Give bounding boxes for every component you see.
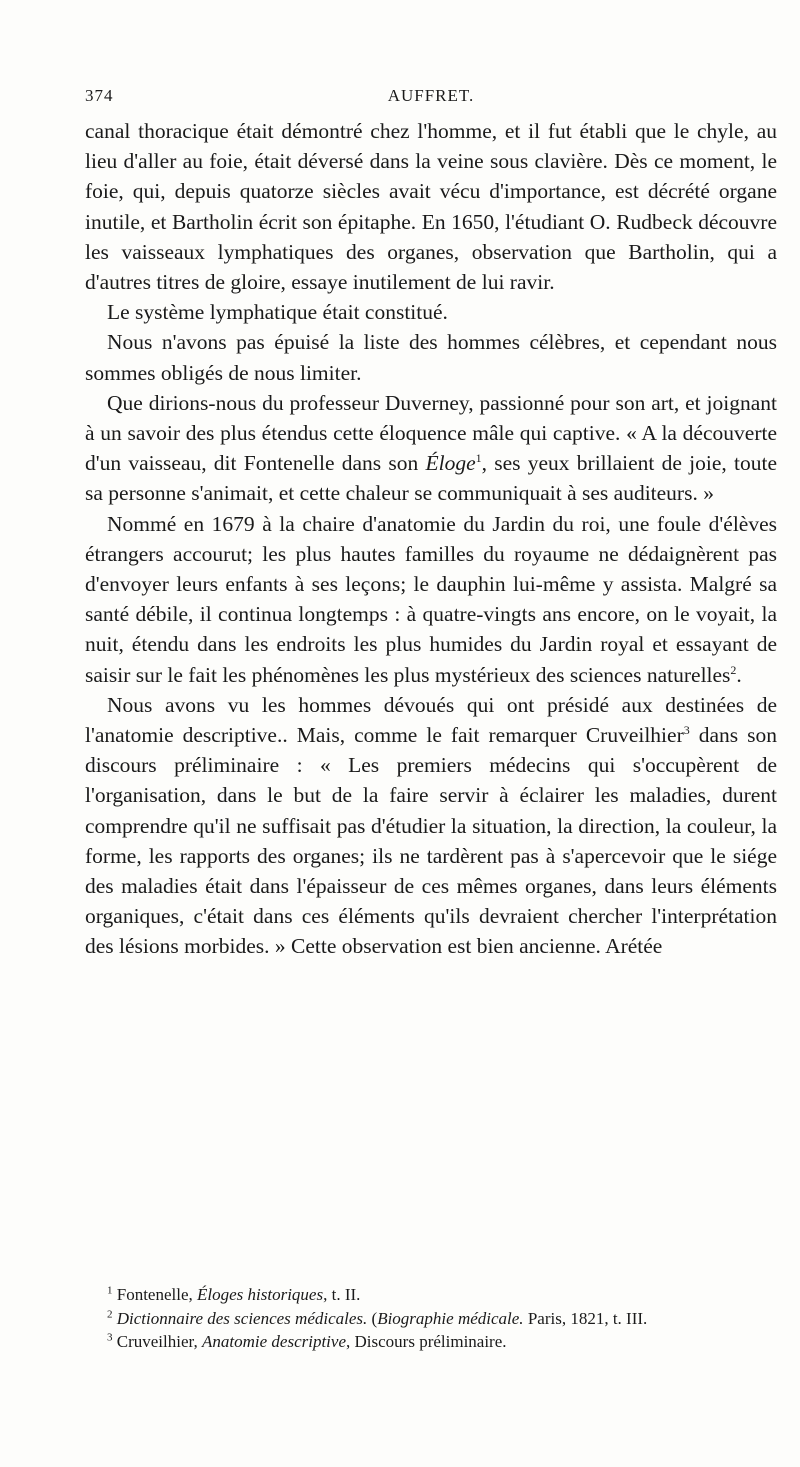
paragraph-3-text: Nous n'avons pas épuisé la liste des hommes célèbres, et cependant nous sommes obligés de nous limiter. <box>85 330 777 385</box>
footnote-title: Éloges historiques <box>197 1285 324 1304</box>
footnote-mark: 3 <box>107 1331 113 1344</box>
page-number: 374 <box>85 86 114 105</box>
paragraph-1-text: canal thoracique était démontré chez l'homme, et il fut établi que le chyle, au lieu d'aller au foie, était déversé dans la veine sous clavière. Dès ce moment, le foie, qui, depuis quatorze siècles avait vécu d'importance, est décrété organe inutile, et Bartholin écrit son épitaphe. En 1650, l'étudiant O. Rudbeck découvre les vaisseaux lymphatiques des organes, observation que Bartholin, qui a d'autres titres de gloire, essaye inutilement de lui ravir. <box>85 119 777 295</box>
footnote-title-2: Biographie médicale. <box>377 1308 524 1328</box>
running-head: AUFFRET. <box>387 86 475 105</box>
footnote-2 <box>85 1307 777 1331</box>
paragraph-4-text-b: , ses yeux brillaient de joie, toute sa personne s'animait, et cette chaleur se communiquait à ses auditeurs. » <box>85 451 777 506</box>
paragraph-6 <box>85 690 777 962</box>
paragraph-1 <box>85 116 777 297</box>
eloge-title: Éloge <box>425 451 476 476</box>
footnote-rest: , t. II. <box>323 1285 361 1304</box>
footnote-author: Cruveilhier, <box>116 1332 202 1351</box>
footnote-mark: 2 <box>107 1307 113 1320</box>
paragraph-5-text-b: . <box>736 662 742 687</box>
paragraph-5 <box>85 509 777 690</box>
footnote-1 <box>85 1283 777 1307</box>
paragraph-4-text-a: Que dirions-nous du professeur Duverney, passionné pour son art, et joignant à un savoir des plus étendus cette éloquence mâle qui captive. « A la découverte d'un vaisseau, dit Fontenelle dans son <box>85 390 777 476</box>
footnote-mark: 1 <box>107 1284 113 1297</box>
page-header <box>85 86 777 110</box>
paragraph-2-text: Le système lymphatique était constitué. <box>107 300 448 325</box>
paragraph-5-text-a: Nommé en 1679 à la chaire d'anatomie du Jardin du roi, une foule d'élèves étrangers accourut; les plus hautes familles du royaume ne dédaignèrent pas d'envoyer leurs enfants à ses leçons; le dauphin lui-même y assista. Malgré sa santé débile, il continua longtemps : à quatre-vingts ans encore, on le voyait, la nuit, étendu dans les endroits les plus humides du Jardin royal et essayant de saisir sur le fait les phénomènes les plus mystérieux des sciences naturelles <box>85 511 777 687</box>
footnote-ref-3: 3 <box>683 722 690 737</box>
footnote-title: Dictionnaire des sciences médicales. <box>116 1308 368 1328</box>
footnote-title: Anatomie descriptive <box>202 1332 346 1351</box>
footnotes <box>85 1283 777 1354</box>
paragraph-3 <box>85 327 777 387</box>
footnote-rest: ( <box>367 1308 378 1328</box>
footnote-author: Fontenelle, <box>116 1285 198 1304</box>
footnote-rest-2: Paris, 1821, t. III. <box>523 1308 648 1328</box>
footnote-ref-1: 1 <box>475 451 482 466</box>
paragraph-6-text-b: dans son discours préliminaire : « Les premiers médecins qui s'occupèrent de l'organisation, dans le but de la faire servir à éclairer les maladies, durent comprendre qu'il ne suffisait pas d'étudier la situation, la direction, la couleur, la forme, les rapports des organes; ils ne tardèrent pas à s'apercevoir que le siége des maladies était dans l'épaisseur de ces mêmes organes, dans leurs éléments organiques, c'était dans ces éléments qu'ils devraient chercher l'interprétation des lésions morbides. » Cette observation est bien ancienne. Arétée <box>85 723 777 959</box>
paragraph-2 <box>85 297 777 327</box>
paragraph-6-text-a: Nous avons vu les hommes dévoués qui ont présidé aux destinées de l'anatomie descriptive.. Mais, comme le fait remarquer Cruveilhier <box>85 692 777 748</box>
footnote-ref-2: 2 <box>730 662 737 677</box>
footnote-rest: , Discours préliminaire. <box>346 1332 507 1351</box>
footnote-3 <box>85 1330 777 1354</box>
paragraph-4 <box>85 388 777 509</box>
body-text <box>85 116 777 962</box>
